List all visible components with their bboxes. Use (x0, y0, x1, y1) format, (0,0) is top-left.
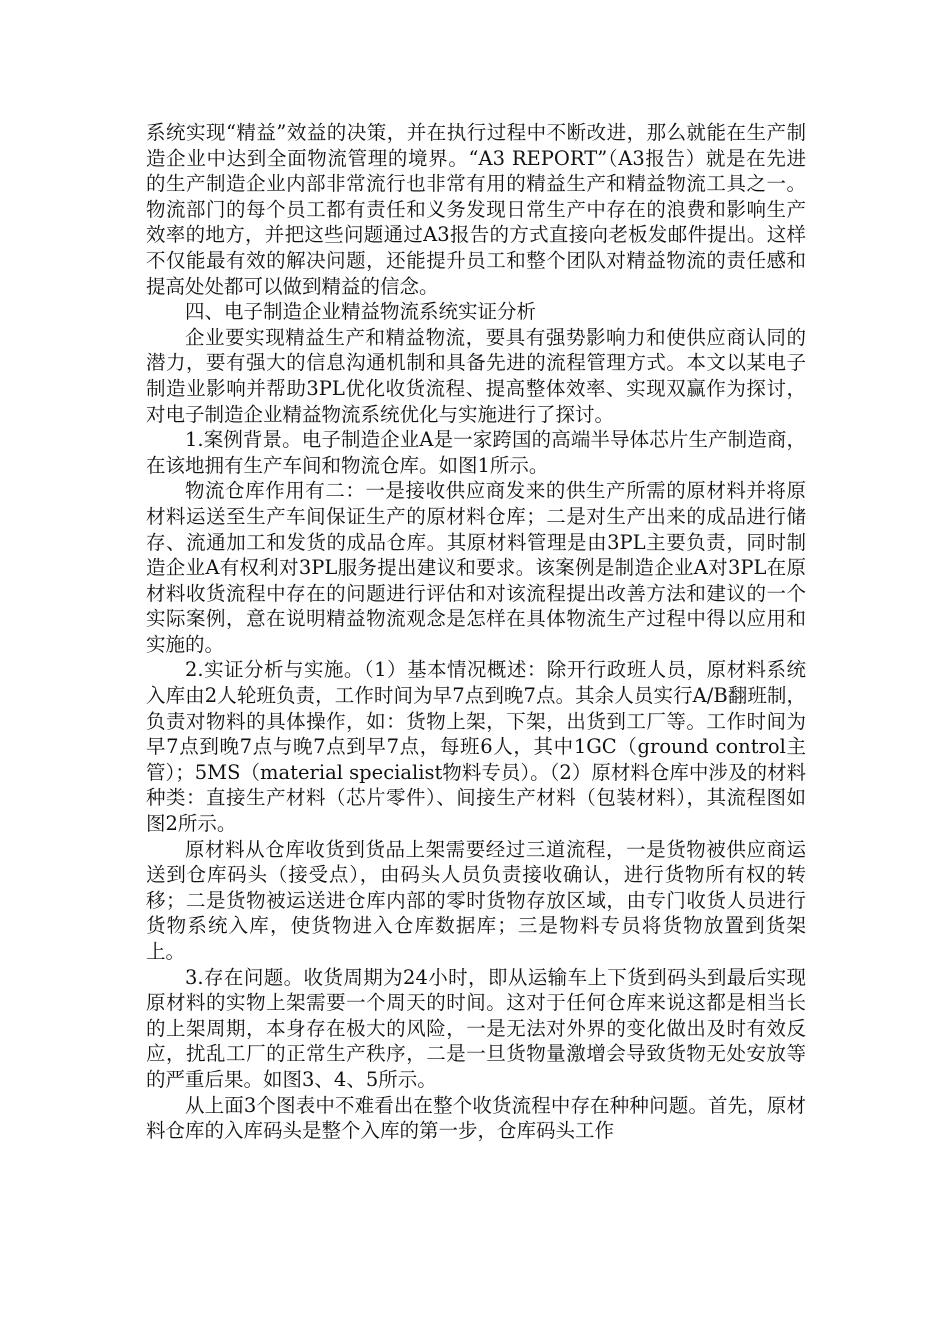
section-heading: 四、电子制造企业精益物流系统实证分析 (185, 300, 537, 324)
body-paragraph: 2.实证分析与实施。（1）基本情况概述：除开行政班人员，原材料系统入库由2人轮班负责，工作时间为早7点到晚7点。其余人员实行A/B翻班制，负责对物料的具体操作，如：货物上架，下架，出货到工厂等。工作时间为早7点到晚7点与晚7点到早7点，每班6人，其中1GC（ground control主管）；5MS（material specialist物料专员）。（2）原材料仓库中涉及的材料种类：直接生产材料（芯片零件）、间接生产材料（包装材料），其流程图如图2所示。 (146, 658, 806, 836)
body-paragraph: 1.案例背景。电子制造企业A是一家跨国的高端半导体芯片生产制造商，在该地拥有生产车间和物流仓库。如图1所示。 (146, 428, 806, 477)
body-paragraph: 3.存在问题。收货周期为24小时，即从运输车上下货到码头到最后实现原材料的实物上架需要一个周天的时间。这对于任何仓库来说这都是相当长的上架周期，本身存在极大的风险，一是无法对外界的变化做出及时有效反应，扰乱工厂的正常生产秩序，二是一旦货物量激增会导致货物无处安放等的严重后果。如图3、4、5所示。 (146, 965, 806, 1091)
document-body (146, 120, 806, 1144)
body-paragraph: 从上面3个图表中不难看出在整个收货流程中存在种种问题。首先，原材料仓库的入库码头是整个入库的第一步，仓库码头工作 (146, 1093, 806, 1143)
body-paragraph: 企业要实现精益生产和精益物流，要具有强势影响力和使供应商认同的潜力，要有强大的信息沟通机制和具备先进的流程管理方式。本文以某电子制造业影响并帮助3PL优化收货流程、提高整体效率、实现双赢作为探讨，对电子制造企业精益物流系统优化与实施进行了探讨。 (146, 325, 806, 426)
body-paragraph: 系统实现“精益”效益的决策，并在执行过程中不断改进，那么就能在生产制造企业中达到全面物流管理的境界。“A3 REPORT”（A3报告）就是在先进的生产制造企业内部非常流行也非常有用的精益生产和精益物流工具之一。物流部门的每个员工都有责任和义务发现日常生产中存在的浪费和影响生产效率的地方，并把这些问题通过A3报告的方式直接向老板发邮件提出。这样不仅能最有效的解决问题，还能提升员工和整个团队对精益物流的责任感和提高处处都可以做到精益的信念。 (146, 121, 806, 298)
body-paragraph: 物流仓库作用有二：一是接收供应商发来的供生产所需的原材料并将原材料运送至生产车间保证生产的原材料仓库；二是对生产出来的成品进行储存、流通加工和发货的成品仓库。其原材料管理是由3PL主要负责，同时制造企业A有权利对3PL服务提出建议和要求。该案例是制造企业A对3PL在原材料收货流程中存在的问题进行评估和对该流程提出改善方法和建议的一个实际案例，意在说明精益物流观念是怎样在具体物流生产过程中得以应用和实施的。 (146, 479, 806, 656)
body-paragraph: 原材料从仓库收货到货品上架需要经过三道流程，一是货物被供应商运送到仓库码头（接受点），由码头人员负责接收确认，进行货物所有权的转移；二是货物被运送进仓库内部的零时货物存放区域，由专门收货人员进行货物系统入库，使货物进入仓库数据库；三是物料专员将货物放置到货架上。 (146, 837, 806, 963)
